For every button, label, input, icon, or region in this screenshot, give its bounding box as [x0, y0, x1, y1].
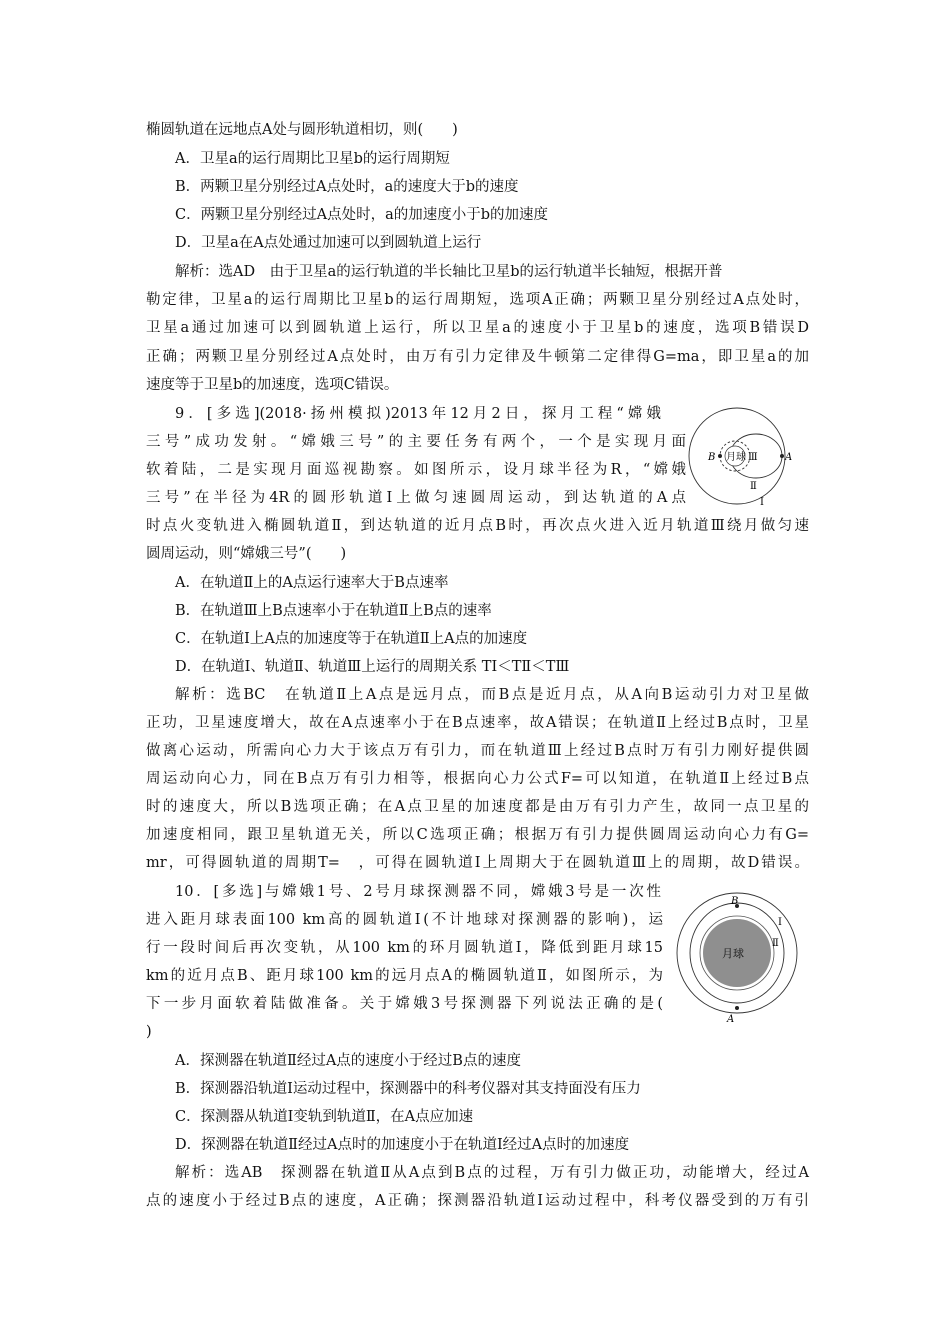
q8-stem-tail: 椭圆轨道在远地点A处与圆形轨道相切，则( ) — [146, 122, 458, 138]
q10-analysis-line: 点的速度小于经过B点的速度，A正确；探测器沿轨道Ⅰ运动过程中，科考仪器受到的万有引 — [146, 1193, 809, 1209]
q9-moon-label: 月球 — [726, 452, 746, 463]
q9-option-b: B．在轨道Ⅲ上B点速率小于在轨道Ⅱ上B点的速率 — [175, 603, 492, 619]
q10-analysis-line: 解析：选AB 探测器在轨道Ⅱ从A点到B点的过程，万有引力做正功，动能增大，经过A — [175, 1165, 809, 1181]
q8-option-b: B．两颗卫星分别经过A点处时，a的速度大于b的速度 — [175, 179, 519, 195]
q9-stem-line: 三号”成功发射。“嫦娥三号”的主要任务有两个，一个是实现月面 — [146, 434, 686, 450]
q8-analysis-line: 卫星a通过加速可以到圆轨道上运行，所以卫星a的速度小于卫星b的速度，选项B错误D — [146, 320, 809, 336]
q10-orbit-ii-label: Ⅱ — [772, 938, 779, 949]
q10-option-b: B．探测器沿轨道Ⅰ运动过程中，探测器中的科考仪器对其支持面没有压力 — [175, 1081, 641, 1097]
q9-orbit-ii-label: Ⅱ — [750, 481, 757, 492]
q9-orbit-iii-label: Ⅲ — [748, 452, 758, 463]
q10-orbit-i-label: Ⅰ — [778, 917, 782, 928]
q10-stem-line: 下一步月面软着陆做准备。关于嫦娥3号探测器下列说法正确的是( — [146, 996, 663, 1012]
q9-analysis-line: 加速度相同，跟卫星轨道无关，所以C选项正确；根据万有引力提供圆周运动向心力有G= — [146, 827, 809, 843]
q9-analysis-line: 做离心运动，所需向心力大于该点万有引力，而在轨道Ⅲ上经过B点时万有引力刚好提供圆 — [146, 743, 809, 759]
q9-option-c: C．在轨道Ⅰ上A点的加速度等于在轨道Ⅱ上A点的加速度 — [175, 631, 528, 647]
q9-analysis-line: mr，可得圆轨道的周期T= ，可得在圆轨道Ⅰ上周期大于在圆轨道Ⅲ上的周期，故D错误。 — [146, 855, 809, 871]
q9-stem-line: 圆周运动，则“嫦娥三号”( ) — [146, 546, 347, 562]
q9-analysis-line: 正功，卫星速度增大，故在A点速率小于在B点速率，故A错误；在轨道Ⅱ上经过B点时，卫星 — [146, 715, 809, 731]
q8-analysis-line: 正确；两颗卫星分别经过A点处时，由万有引力定律及牛顿第二定律得G=ma，即卫星a的加 — [146, 349, 809, 365]
q9-orbit-i-label: Ⅰ — [760, 497, 764, 508]
q10-stem-line: 行一段时间后再次变轨，从100 km的环月圆轨道Ⅰ，降低到距月球15 — [146, 940, 663, 956]
q10-stem-line: 10．[多选]与嫦娥1号、2号月球探测器不同，嫦娥3号是一次性 — [175, 884, 661, 900]
q10-stem-line: 进入距月球表面100 km高的圆轨道Ⅰ(不计地球对探测器的影响)，运 — [146, 912, 663, 928]
q10-orbit-diagram — [672, 890, 812, 1030]
q10-moon-label: 月球 — [722, 947, 744, 960]
q10-stem-line: km的近月点B、距月球100 km的远月点A的椭圆轨道Ⅱ，如图所示，为 — [146, 968, 663, 984]
q9-stem-line: 9．[多选](2018·扬州模拟)2013年12月2日，探月工程“嫦娥 — [175, 406, 661, 422]
q9-orbit-diagram — [672, 398, 812, 508]
q10-point-b-label: B — [731, 896, 739, 907]
q8-analysis-line: 速度等于卫星b的加速度，选项C错误。 — [146, 377, 399, 393]
q8-option-c: C．两颗卫星分别经过A点处时，a的加速度小于b的加速度 — [175, 207, 548, 223]
q9-option-a: A．在轨道Ⅱ上的A点运行速率大于B点速率 — [175, 575, 449, 591]
q9-analysis-line: 周运动向心力，同在B点万有引力相等，根据向心力公式F=可以知道，在轨道Ⅱ上经过B点 — [146, 771, 809, 787]
q10-option-c: C．探测器从轨道Ⅰ变轨到轨道Ⅱ，在A点应加速 — [175, 1109, 474, 1125]
q9-stem-line: 时点火变轨进入椭圆轨道Ⅱ，到达轨道的近月点B时，再次点火进入近月轨道Ⅲ绕月做匀速 — [146, 518, 809, 534]
q9-analysis-line: 解析：选BC 在轨道Ⅱ上A点是远月点，而B点是近月点，从A向B运动引力对卫星做 — [175, 687, 809, 703]
q8-analysis-line: 解析：选AD 由于卫星a的运行轨道的半长轴比卫星b的运行轨道半长轴短，根据开普 — [175, 264, 723, 280]
q10-point-a-label: A — [727, 1014, 735, 1025]
q8-analysis-line: 勒定律，卫星a的运行周期比卫星b的运行周期短，选项A正确；两颗卫星分别经过A点处时， — [146, 292, 809, 308]
q9-point-b-label: B — [708, 452, 716, 463]
q9-point-a-label: A — [785, 452, 793, 463]
q10-option-a: A．探测器在轨道Ⅱ经过A点的速度小于经过B点的速度 — [175, 1053, 521, 1069]
q8-option-d: D．卫星a在A点处通过加速可以到圆轨道上运行 — [175, 235, 482, 251]
q10-option-d: D．探测器在轨道Ⅱ经过A点时的加速度小于在轨道Ⅰ经过A点时的加速度 — [175, 1137, 630, 1153]
q9-stem-line: 三号”在半径为4R的圆形轨道Ⅰ上做匀速圆周运动，到达轨道的A点 — [146, 490, 686, 506]
q9-option-d: D．在轨道Ⅰ、轨道Ⅱ、轨道Ⅲ上运行的周期关系 TⅠ＜TⅡ＜TⅢ — [175, 659, 570, 675]
q9-stem-line: 软着陆，二是实现月面巡视勘察。如图所示，设月球半径为R，“嫦娥 — [146, 462, 686, 478]
q8-option-a: A．卫星a的运行周期比卫星b的运行周期短 — [175, 151, 450, 167]
q10-stem-line: ) — [146, 1024, 152, 1040]
q9-analysis-line: 时的速度大，所以B选项正确；在A点卫星的加速度都是由万有引力产生，故同一点卫星的 — [146, 799, 809, 815]
